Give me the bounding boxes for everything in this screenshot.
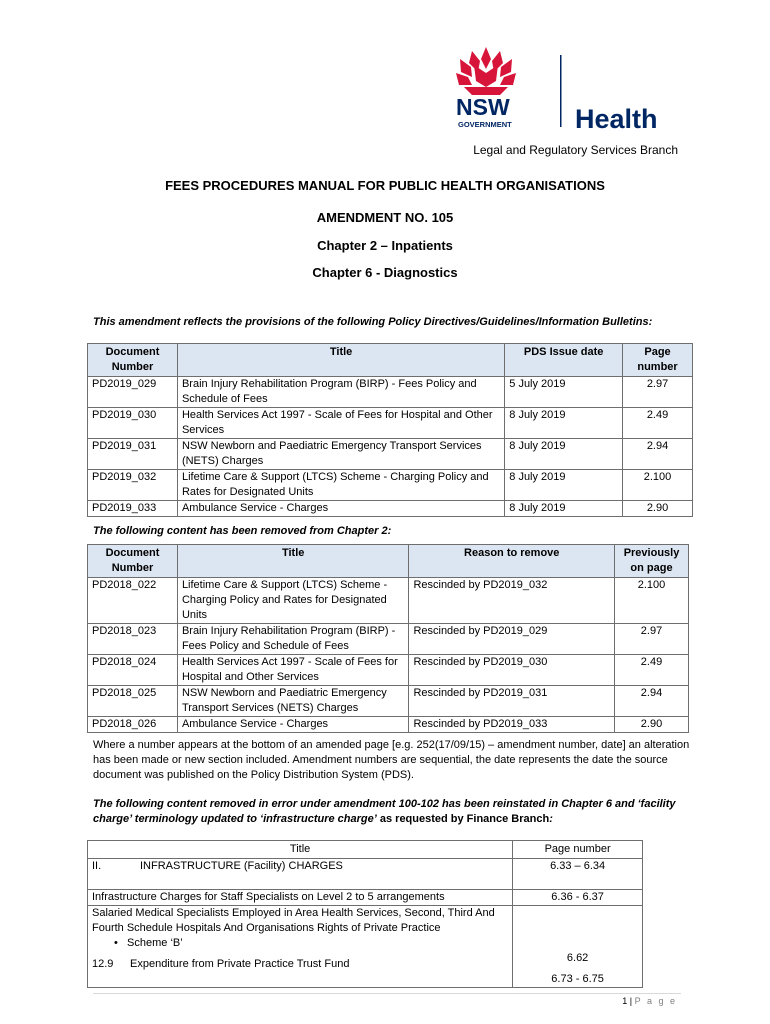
cell-date: 8 July 2019 [505,408,623,439]
cell-doc: PD2018_022 [88,578,178,624]
table-row [88,408,693,439]
cell-doc: PD2019_029 [88,377,178,408]
table-row [88,377,693,408]
reinstated-heading [93,797,693,827]
table-header-row [88,841,643,859]
reinstated-table [87,840,643,988]
table-row [88,686,689,717]
bullet-text: Scheme ‘B’ [127,937,183,949]
table-row [88,655,689,686]
page-number: 1 [622,996,628,1006]
footer-divider [93,993,681,994]
cell-doc: PD2019_030 [88,408,178,439]
cell-title: Health Services Act 1997 - Scale of Fees for Hospital and Other Services [177,408,504,439]
col-document-number: Document Number [88,545,178,578]
cell-title: Lifetime Care & Support (LTCS) Scheme - Charging Policy and Rates for Designated Units [177,578,409,624]
cell-page: 2.90 [623,501,693,517]
cell-page: 6.36 - 6.37 [513,890,643,906]
col-title: Title [177,344,504,377]
cell-page: 2.49 [623,408,693,439]
col-previous-page: Previously on page [615,545,689,578]
footer-separator: | [629,996,633,1006]
table-row [88,578,689,624]
cell-title: Brain Injury Rehabilitation Program (BIRP) - Fees Policy and Schedule of Fees [177,377,504,408]
cell-doc: PD2018_023 [88,624,178,655]
document-title: FEES PROCEDURES MANUAL FOR PUBLIC HEALTH ORGANISATIONS [165,178,605,193]
svg-text:GOVERNMENT: GOVERNMENT [458,120,512,129]
cell-title: Infrastructure Charges for Staff Specialists on Level 2 to 5 arrangements [88,890,513,906]
cell-title [88,859,513,890]
section-number: 12.9 [92,958,114,970]
table-row [88,439,693,470]
amendment-number: AMENDMENT NO. 105 [316,210,454,225]
cell-title: Ambulance Service - Charges [177,717,409,733]
table-row [88,624,689,655]
cell-reason: Rescinded by PD2019_029 [409,624,615,655]
reinstated-italic: The following content removed in error under amendment 100-102 has been reinstated in Chapter 6 and ‘facility charge’ terminology updated to ‘infrastructure charge’ [93,798,676,825]
reinstated-normal: as requested by Finance Branch [376,813,550,825]
cell-doc: PD2018_026 [88,717,178,733]
col-document-number: Document Number [88,344,178,377]
page-value: 6.62 [566,952,589,964]
cell-page: 6.33 – 6.34 [513,859,643,890]
cell-page: 2.90 [615,717,689,733]
cell-page: 2.49 [615,655,689,686]
svg-text:NSW: NSW [456,94,510,120]
section-number: II. [92,860,102,872]
col-title: Title [88,841,513,859]
bullet-item: • Scheme ‘B’ [114,937,183,949]
table-row [88,501,693,517]
cell-title: Ambulance Service - Charges [177,501,504,517]
section-title: Expenditure from Private Practice Trust Fund [130,958,350,970]
col-reason: Reason to remove [409,545,615,578]
page-label: P a g e [634,996,677,1006]
removed-table [87,544,689,733]
section-title: INFRASTRUCTURE (Facility) CHARGES [140,860,343,872]
cell-title: NSW Newborn and Paediatric Emergency Transport Services (NETS) Charges [177,686,409,717]
branch-name: Legal and Regulatory Services Branch [473,143,678,157]
cell-title: Health Services Act 1997 - Scale of Fees for Hospital and Other Services [177,655,409,686]
waratah-icon [450,45,690,135]
section-title: Salaried Medical Specialists Employed in Area Health Services, Second, Third And Fourth Schedule Hospitals And Organisations Rights of Private Practice [92,907,495,934]
cell-reason: Rescinded by PD2019_032 [409,578,615,624]
col-title: Title [177,545,409,578]
cell-title: NSW Newborn and Paediatric Emergency Transport Services (NETS) Charges [177,439,504,470]
table-row [88,906,643,988]
col-pds-issue-date: PDS Issue date [505,344,623,377]
cell-doc: PD2019_032 [88,470,178,501]
table-row [88,859,643,890]
svg-text:Health: Health [575,104,658,134]
chapter-6-heading: Chapter 6 - Diagnostics [312,265,458,280]
intro-text: This amendment reflects the provisions of the following Policy Directives/Guidelines/Information Bulletins: [93,316,653,328]
cell-date: 8 July 2019 [505,439,623,470]
removed-heading: The following content has been removed from Chapter 2: [93,525,392,537]
cell-page: 2.100 [623,470,693,501]
table-row [88,890,643,906]
cell-date: 8 July 2019 [505,501,623,517]
cell-page: 2.97 [615,624,689,655]
table-row [88,470,693,501]
cell-title [88,906,513,988]
col-page-number: Page number [513,841,643,859]
policy-table [87,343,693,517]
cell-reason: Rescinded by PD2019_031 [409,686,615,717]
cell-reason: Rescinded by PD2019_030 [409,655,615,686]
cell-doc: PD2018_025 [88,686,178,717]
cell-title: Lifetime Care & Support (LTCS) Scheme - Charging Policy and Rates for Designated Units [177,470,504,501]
cell-doc: PD2018_024 [88,655,178,686]
page-value: 6.73 - 6.75 [551,973,604,985]
cell-date: 5 July 2019 [505,377,623,408]
amendment-note: Where a number appears at the bottom of an amended page [e.g. 252(17/09/15) – amendment number, date] an alteration has been made or new section included. Amendment numbers are sequential, the date represents the date the source document was published on the Policy Distribution System (PDS). [93,739,690,781]
reinstated-colon: : [549,813,553,825]
cell-title: Brain Injury Rehabilitation Program (BIRP) - Fees Policy and Schedule of Fees [177,624,409,655]
cell-page [513,906,643,988]
table-row [88,717,689,733]
cell-page: 2.97 [623,377,693,408]
col-page-number: Page number [623,344,693,377]
cell-doc: PD2019_031 [88,439,178,470]
page-footer [622,996,677,1006]
cell-doc: PD2019_033 [88,501,178,517]
cell-date: 8 July 2019 [505,470,623,501]
table-header-row [88,545,689,578]
cell-page: 2.100 [615,578,689,624]
cell-page: 2.94 [615,686,689,717]
chapter-2-heading: Chapter 2 – Inpatients [317,238,453,253]
table-header-row [88,344,693,377]
cell-reason: Rescinded by PD2019_033 [409,717,615,733]
cell-page: 2.94 [623,439,693,470]
